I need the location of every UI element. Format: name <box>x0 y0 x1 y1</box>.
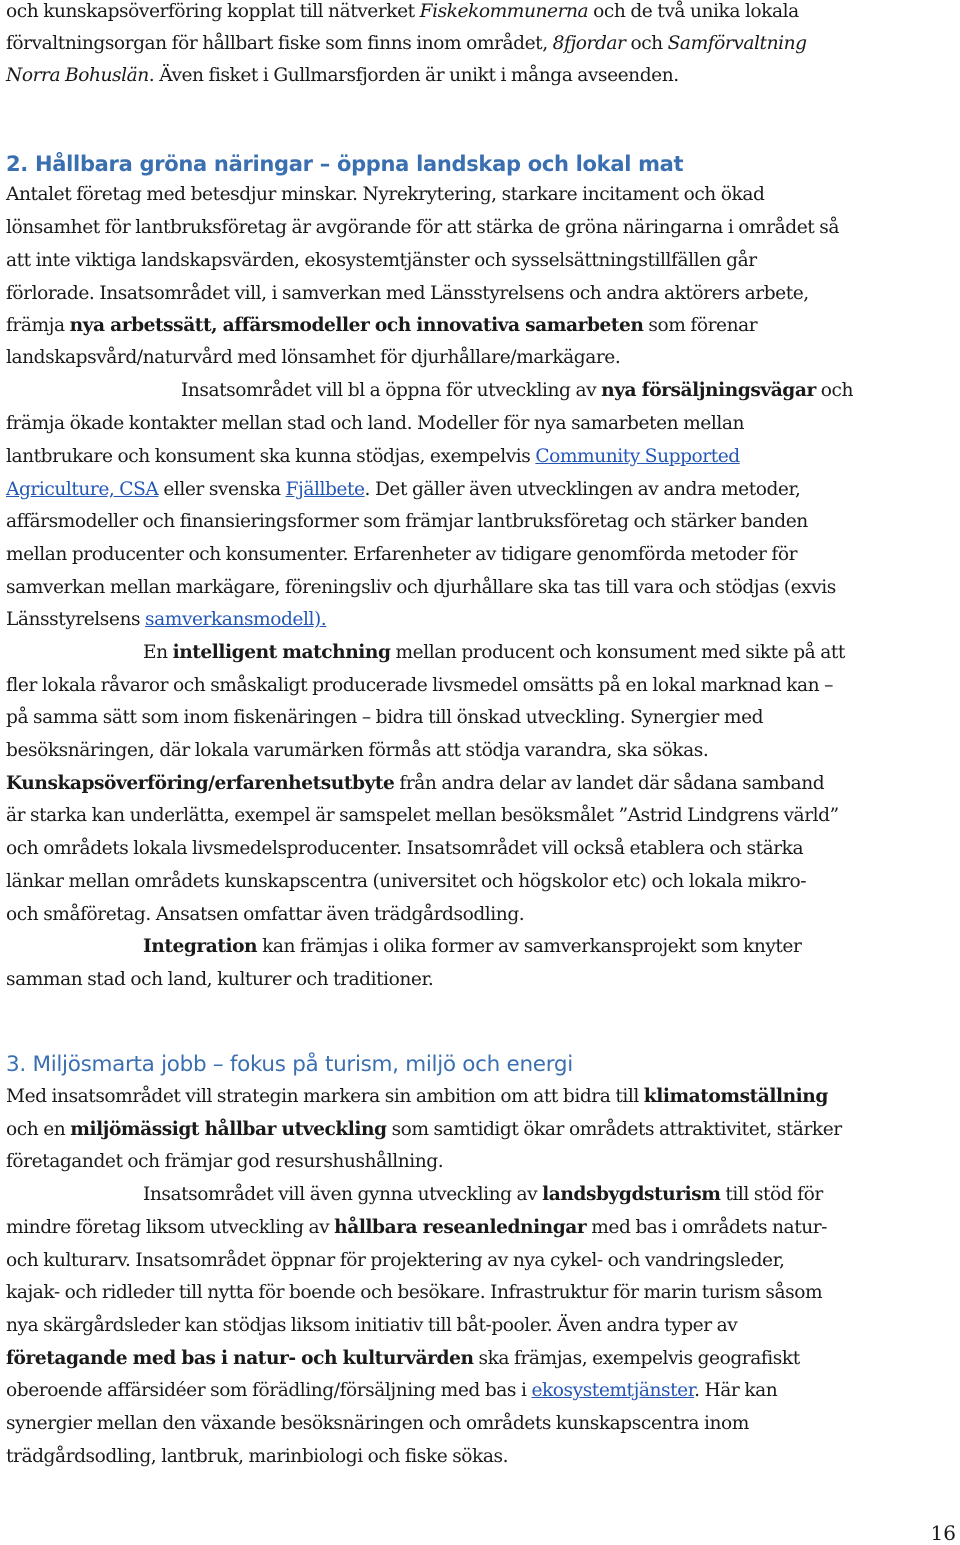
page-number: 16 <box>930 1521 956 1545</box>
text-line: oberoende affärsidéer som förädling/försäljning med bas i ekosystemtjänster. Här kan <box>6 1380 778 1401</box>
text-line: Antalet företag med betesdjur minskar. Nyrekrytering, starkare incitament och ökad <box>6 184 765 205</box>
text-line: företagande med bas i natur- och kulturvärden ska främjas, exempelvis geografiskt <box>6 1348 800 1369</box>
text-line: och småföretag. Ansatsen omfattar även trädgårdsodling. <box>6 904 525 925</box>
text-line: mindre företag liksom utveckling av hållbara reseanledningar med bas i områdets natur- <box>6 1217 828 1238</box>
text-line: Norra Bohuslän. Även fisket i Gullmarsfjorden är unikt i många avseenden. <box>6 65 679 86</box>
text-line: och kunskapsöverföring kopplat till nätverket Fiskekommunerna och de två unika lokala <box>6 1 799 22</box>
text-line: på samma sätt som inom fiskenäringen – bidra till önskad utveckling. Synergier med <box>6 707 764 728</box>
text-line: Insatsområdet vill även gynna utveckling av landsbygdsturism till stöd för <box>143 1184 823 1205</box>
text-line: och kulturarv. Insatsområdet öppnar för projektering av nya cykel- och vandringsleder, <box>6 1250 785 1271</box>
section-heading-2: 2. Hållbara gröna näringar – öppna landskap och lokal mat <box>6 152 684 176</box>
text-line: förlorade. Insatsområdet vill, i samverkan med Länsstyrelsens och andra aktörers arbete, <box>6 283 809 304</box>
text-line: Länsstyrelsens samverkansmodell). <box>6 609 327 630</box>
link-fjallbete[interactable]: Fjällbete <box>285 479 365 500</box>
text-line: och en miljömässigt hållbar utveckling som samtidigt ökar områdets attraktivitet, stärker <box>6 1119 842 1140</box>
text-line: länkar mellan områdets kunskapscentra (universitet och högskolor etc) och lokala mikro- <box>6 871 807 892</box>
link-samverkansmodell[interactable]: samverkansmodell). <box>145 609 327 630</box>
text-line: främja nya arbetssätt, affärsmodeller och innovativa samarbeten som förenar <box>6 315 758 336</box>
text-line: nya skärgårdsleder kan stödjas liksom initiativ till båt-pooler. Även andra typer av <box>6 1315 738 1336</box>
text-line: lönsamhet för lantbruksföretag är avgörande för att stärka de gröna näringarna i området så <box>6 217 840 238</box>
text-line: besöksnäringen, där lokala varumärken förmås att stödja varandra, ska sökas. <box>6 740 709 761</box>
text-line: landskapsvård/naturvård med lönsamhet för djurhållare/markägare. <box>6 347 621 368</box>
link-agriculture-csa[interactable]: Agriculture, CSA <box>6 479 159 500</box>
text-line: kajak- och ridleder till nytta för boende och besökare. Infrastruktur för marin turism såsom <box>6 1282 823 1303</box>
text-line: mellan producenter och konsumenter. Erfarenheter av tidigare genomförda metoder för <box>6 544 798 565</box>
text-line: Insatsområdet vill bl a öppna för utveckling av nya försäljningsvägar och <box>181 380 853 401</box>
text-line: synergier mellan den växande besöksnäringen och områdets kunskapscentra inom <box>6 1413 749 1434</box>
text-line: Kunskapsöverföring/erfarenhetsutbyte från andra delar av landet där sådana samband <box>6 773 825 794</box>
text-line: att inte viktiga landskapsvärden, ekosystemtjänster och sysselsättningstillfällen går <box>6 250 757 271</box>
text-line: samman stad och land, kulturer och traditioner. <box>6 969 434 990</box>
text-line: företagandet och främjar god resurshushållning. <box>6 1151 444 1172</box>
text-line: trädgårdsodling, lantbruk, marinbiologi och fiske sökas. <box>6 1446 509 1467</box>
text-line: är starka kan underlätta, exempel är samspelet mellan besöksmålet ”Astrid Lindgrens värld” <box>6 805 839 826</box>
text-line: och områdets lokala livsmedelsproducenter. Insatsområdet vill också etablera och stärka <box>6 838 804 859</box>
text-line: En intelligent matchning mellan producent och konsument med sikte på att <box>143 642 845 663</box>
text-line: Agriculture, CSA eller svenska Fjällbete. Det gäller även utvecklingen av andra metoder, <box>6 479 801 500</box>
text-line: förvaltningsorgan för hållbart fiske som finns inom området, 8fjordar och Samförvaltning <box>6 33 807 54</box>
text-line: lantbrukare och konsument ska kunna stödjas, exempelvis Community Supported <box>6 446 740 467</box>
text-line: Med insatsområdet vill strategin markera sin ambition om att bidra till klimatomställning <box>6 1086 828 1107</box>
section-heading-3: 3. Miljösmarta jobb – fokus på turism, miljö och energi <box>6 1052 573 1077</box>
link-community-supported[interactable]: Community Supported <box>535 446 740 467</box>
text-line: fler lokala råvaror och småskaligt producerade livsmedel omsätts på en lokal marknad kan – <box>6 675 834 696</box>
text-line: samverkan mellan markägare, föreningsliv och djurhållare ska tas till vara och stödjas (exvis <box>6 577 836 598</box>
text-line: affärsmodeller och finansieringsformer som främjar lantbruksföretag och stärker banden <box>6 511 808 532</box>
link-ekosystemtjanster[interactable]: ekosystemtjänster <box>531 1380 695 1401</box>
text-line: främja ökade kontakter mellan stad och land. Modeller för nya samarbeten mellan <box>6 413 745 434</box>
text-line: Integration kan främjas i olika former av samverkansprojekt som knyter <box>143 936 802 957</box>
